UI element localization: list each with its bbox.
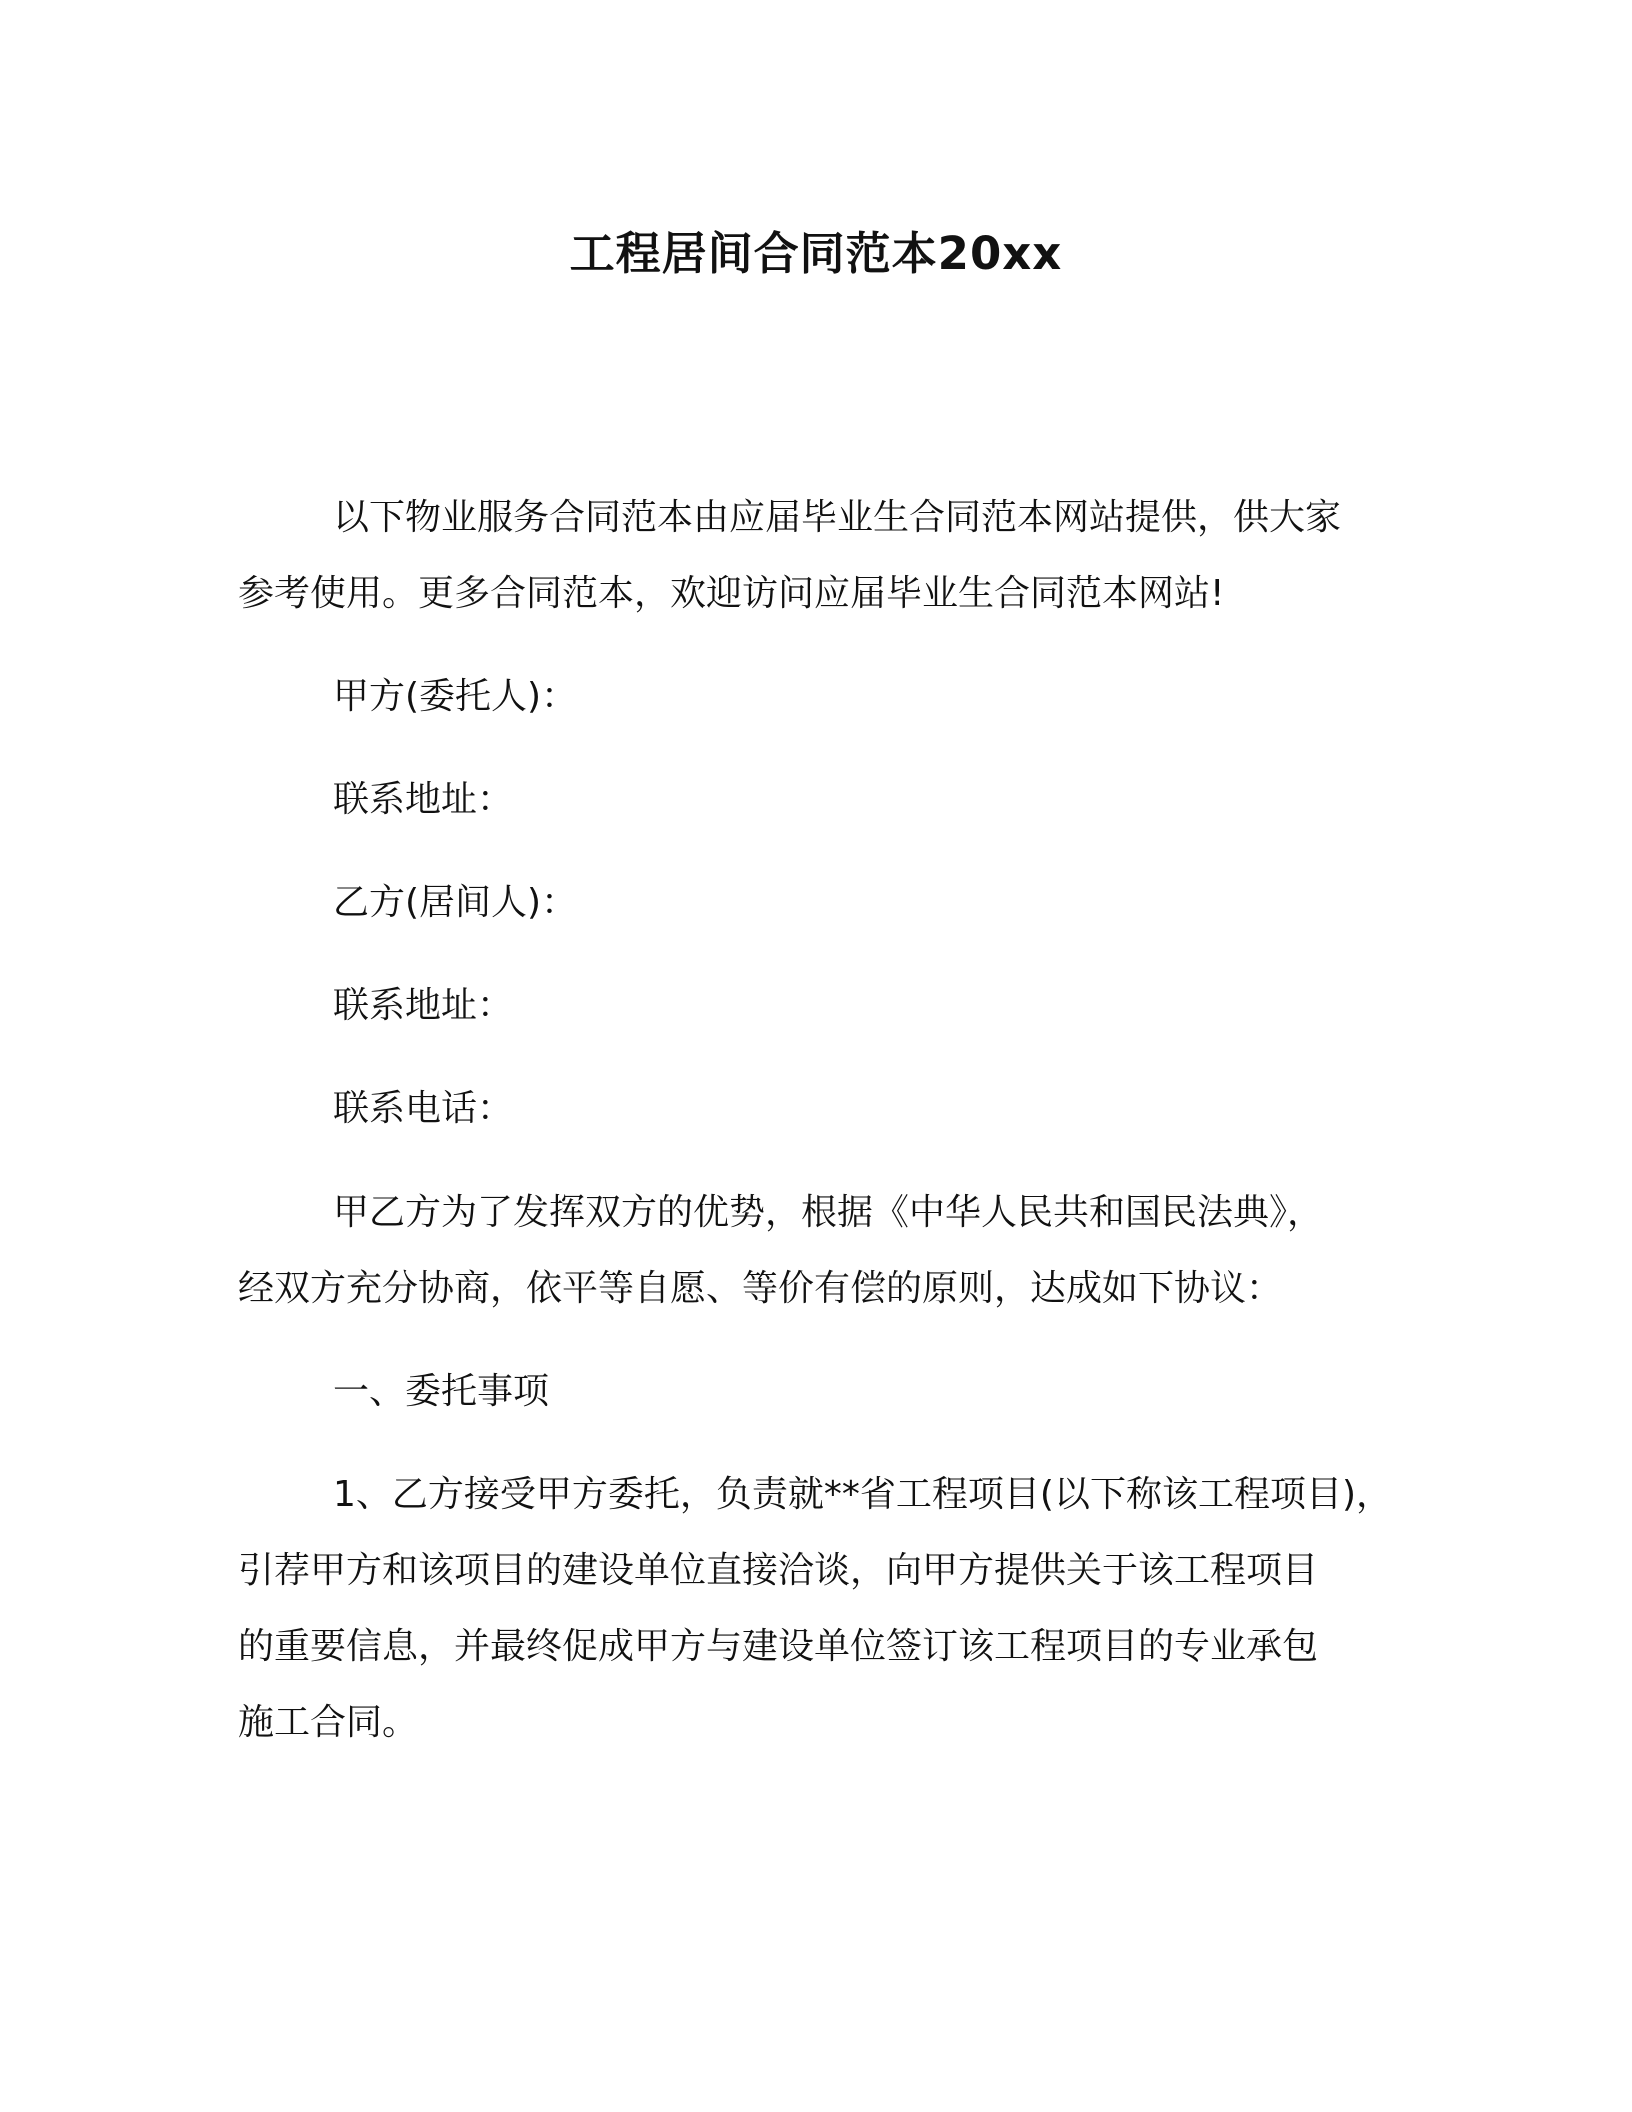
- intro-line-1: 以下物业服务合同范本由应届毕业生合同范本网站提供，供大家: [333, 497, 1342, 538]
- party-a-label: 甲方(委托人)：: [333, 676, 578, 717]
- party-b-phone-label: 联系电话：: [333, 1088, 514, 1129]
- clause-1-line-1: 1、乙方接受甲方委托，负责就**省工程项目(以下称该工程项目)，: [333, 1474, 1392, 1515]
- intro-line-2: 参考使用。更多合同范本，欢迎访问应届毕业生合同范本网站!: [238, 573, 1225, 614]
- preamble-line-2: 经双方充分协商，依平等自愿、等价有偿的原则，达成如下协议：: [238, 1268, 1283, 1309]
- clause-1-line-2: 引荐甲方和该项目的建设单位直接洽谈，向甲方提供关于该工程项目: [238, 1550, 1319, 1591]
- clause-1-line-4: 施工合同。: [238, 1702, 419, 1743]
- section-1-heading: 一、委托事项: [333, 1371, 550, 1412]
- clause-1-line-3: 的重要信息，并最终促成甲方与建设单位签订该工程项目的专业承包: [238, 1626, 1319, 1667]
- document-title: 工程居间合同范本20xx: [569, 227, 1063, 280]
- party-b-address-label: 联系地址：: [333, 985, 514, 1026]
- preamble-line-1: 甲乙方为了发挥双方的优势，根据《中华人民共和国民法典》，: [333, 1192, 1324, 1233]
- party-a-address-label: 联系地址：: [333, 779, 514, 820]
- party-b-label: 乙方(居间人)：: [333, 882, 578, 923]
